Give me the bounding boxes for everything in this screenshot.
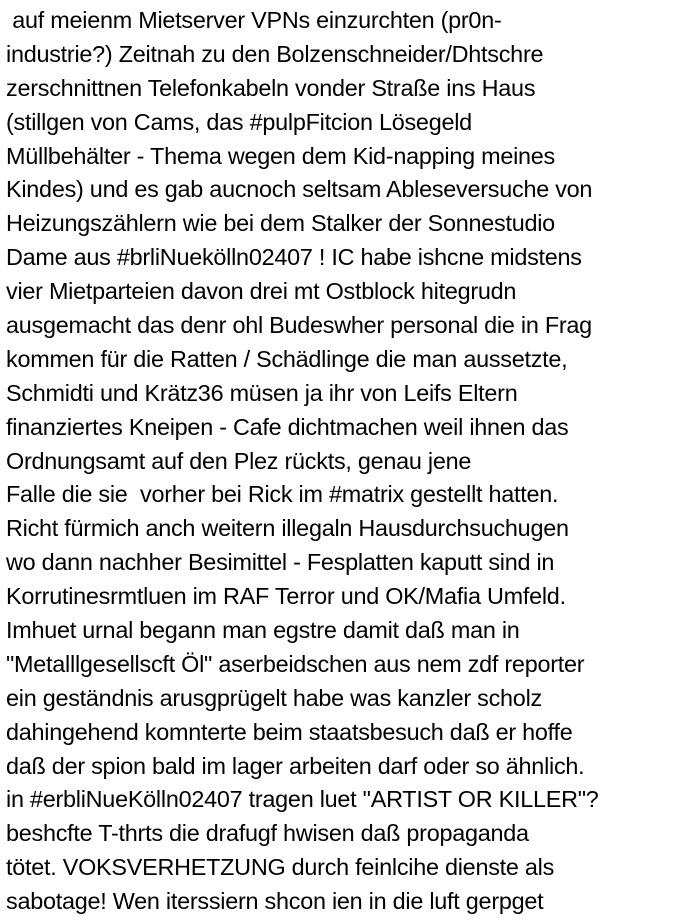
text-line: beshcfte T-thrts die drafugf hwisen daß propaganda: [6, 820, 529, 847]
text-line: Korrutinesrmtluen im RAF Terror und OK/Mafia Umfeld.: [6, 583, 566, 610]
text-line: finanziertes Kneipen - Cafe dichtmachen weil ihnen das: [6, 413, 569, 440]
text-line: Dame aus #brliNuekölln02407 ! IC habe ishcne midstens: [6, 244, 582, 271]
text-line: (stillgen von Cams, das #pulpFitcion Lösegeld: [6, 108, 472, 135]
text-line: kommen für die Ratten / Schädlinge die man aussetzte,: [6, 345, 568, 372]
text-line: dahingehend komnterte beim staatsbesuch daß er hoffe: [6, 718, 573, 745]
text-line: in #erbliNueKölln02407 tragen luet "ARTIST OR KILLER"?: [6, 786, 599, 813]
text-line: Müllbehälter - Thema wegen dem Kid-napping meines: [6, 142, 555, 169]
text-line: Schmidti und Krätz36 müsen ja ihr von Leifs Eltern: [6, 379, 518, 406]
text-line: sabotage! Wen iterssiern shcon ien in die luft gerpget: [6, 888, 544, 915]
text-block: [6, 4, 682, 919]
text-line: wo dann nachher Besimittel - Fesplatten kaputt sind in: [6, 549, 555, 576]
text-line: vier Mietparteien davon drei mt Ostblock hitegrudn: [6, 278, 517, 305]
text-line: Ordnungsamt auf den Plez rückts, genau jene: [6, 447, 472, 474]
text-line: zerschnittnen Telefonkabeln vonder Straße ins Haus: [6, 74, 536, 101]
text-line: daß der spion bald im lager arbeiten darf oder so ähnlich.: [6, 752, 585, 779]
text-line: auf meienm Mietserver VPNs einzurchten (pr0n-: [6, 7, 502, 33]
text-line: tötet. VOKSVERHETZUNG durch feinlcihe dienste als: [6, 854, 555, 881]
text-line: ausgemacht das denr ohl Budeswher personal die in Frag: [6, 312, 592, 339]
text-line: Falle die sie vorher bei Rick im #matrix gestellt hatten.: [6, 481, 559, 508]
text-line: Richt fürmich anch weitern illegaln Hausdurchsuchugen: [6, 515, 569, 542]
text-line: ein geständnis arusgprügelt habe was kanzler scholz: [6, 684, 542, 711]
text-line: Heizungszählern wie bei dem Stalker der Sonnestudio: [6, 210, 555, 237]
text-line: "Metalllgesellscft Öl" aserbeidschen aus nem zdf reporter: [6, 650, 585, 677]
text-line: Kindes) und es gab aucnoch seltsam Ableseversuche von: [6, 176, 593, 203]
text-line: industrie?) Zeitnah zu den Bolzenschneider/Dhtschre: [6, 40, 544, 67]
text-line: Imhuet urnal begann man egstre damit daß man in: [6, 617, 520, 644]
